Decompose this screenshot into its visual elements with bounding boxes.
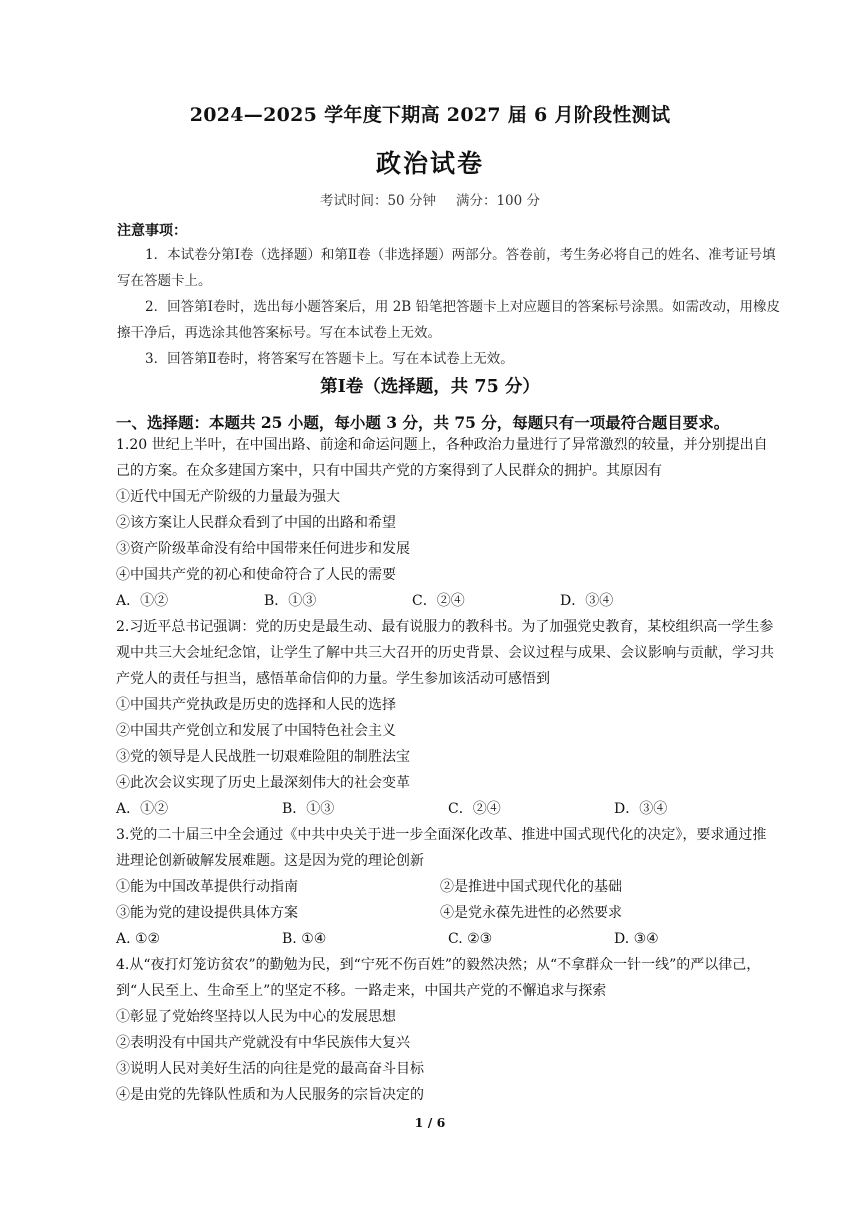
question-stem: 1.20 世纪上半叶，在中国出路、前途和命运问题上，各种政治力量进行了异常激烈的较量，并分别提出自己的方案。在众多建国方案中，只有中国共产党的方案得到了人民群众的拥护。其原因有 bbox=[116, 437, 768, 479]
question-2 bbox=[116, 614, 780, 822]
question-1 bbox=[116, 432, 780, 614]
option-b: B．①③ bbox=[264, 593, 317, 609]
statement: ④是党永葆先进性的必然要求 bbox=[440, 905, 622, 921]
notice-item: 1．本试卷分第Ⅰ卷（选择题）和第Ⅱ卷（非选择题）两部分。答卷前，考生务必将自己的姓名、准考证号填写在答题卡上。 bbox=[117, 247, 776, 289]
statement-row bbox=[116, 900, 780, 926]
option-d: D．③④ bbox=[560, 593, 614, 609]
statement: ①中国共产党执政是历史的选择和人民的选择 bbox=[116, 697, 396, 713]
question-list bbox=[116, 432, 780, 1108]
option-d: D. ③④ bbox=[614, 931, 659, 947]
notice-item: 2．回答第Ⅰ卷时，选出每小题答案后，用 2B 铅笔把答题卡上对应题目的答案标号涂黑。如需改动，用橡皮擦干净后，再选涂其他答案标号。写在本试卷上无效。 bbox=[117, 299, 781, 341]
option-a: A．①② bbox=[116, 801, 169, 817]
option-c: C．②④ bbox=[412, 593, 465, 609]
answer-options bbox=[116, 588, 780, 614]
question-4 bbox=[116, 952, 780, 1108]
question-stem: 4.从“夜打灯笼访贫农”的勤勉为民，到“宁死不伤百姓”的毅然决然；从“不拿群众一针一线”的严以律己，到“人民至上、生命至上”的坚定不移。一路走来，中国共产党的不懈追求与探索 bbox=[116, 957, 761, 999]
statement: ③说明人民对美好生活的向往是党的最高奋斗目标 bbox=[116, 1061, 424, 1077]
statement: ③资产阶级革命没有给中国带来任何进步和发展 bbox=[116, 541, 410, 557]
notice-list bbox=[117, 242, 782, 372]
exam-time: 考试时间：50 分钟 bbox=[319, 193, 436, 209]
option-c: C. ②③ bbox=[448, 931, 493, 947]
option-d: D．③④ bbox=[614, 801, 668, 817]
option-c: C．②④ bbox=[448, 801, 501, 817]
question-3 bbox=[116, 822, 780, 952]
page-number: 1 / 6 bbox=[414, 1115, 446, 1130]
statement: ②表明没有中国共产党就没有中华民族伟大复兴 bbox=[116, 1035, 410, 1051]
statement: ②是推进中国式现代化的基础 bbox=[440, 879, 622, 895]
question-stem: 3.党的二十届三中全会通过《中共中央关于进一步全面深化改革、推进中国式现代化的决定》，要求通过推进理论创新破解发展难题。这是因为党的理论创新 bbox=[116, 827, 767, 869]
question-stem: 2.习近平总书记强调：党的历史是最生动、最有说服力的教科书。为了加强党史教育，某校组织高一学生参观中共三大会址纪念馆，让学生了解中共三大召开的历史背景、会议过程与成果、会议影响与贡献，学习共产党人的责任与担当，感悟革命信仰的力量。学生参加该活动可感悟到 bbox=[116, 619, 774, 687]
exam-info bbox=[0, 189, 860, 209]
section-title: 一、选择题：本题共 25 小题，每小题 3 分，共 75 分，每题只有一项最符合题目要求。 bbox=[116, 413, 730, 432]
option-b: B．①③ bbox=[282, 801, 335, 817]
full-score: 满分：100 分 bbox=[455, 193, 541, 209]
option-a: A. ①② bbox=[116, 931, 161, 947]
statement: ④此次会议实现了历史上最深刻伟大的社会变革 bbox=[116, 775, 410, 791]
statement: ③能为党的建设提供具体方案 bbox=[116, 905, 298, 921]
option-a: A．①② bbox=[116, 593, 169, 609]
statement: ④中国共产党的初心和使命符合了人民的需要 bbox=[116, 567, 396, 583]
statement-row bbox=[116, 874, 780, 900]
subject-title: 政治试卷 bbox=[375, 149, 484, 178]
statement: ①近代中国无产阶级的力量最为强大 bbox=[116, 489, 340, 505]
answer-options bbox=[116, 796, 780, 822]
part-title: 第Ⅰ卷（选择题，共 75 分） bbox=[320, 377, 540, 397]
notice-item: 3．回答第Ⅱ卷时，将答案写在答题卡上。写在本试卷上无效。 bbox=[145, 351, 514, 367]
statement: ②该方案让人民群众看到了中国的出路和希望 bbox=[116, 515, 396, 531]
statement: ④是由党的先锋队性质和为人民服务的宗旨决定的 bbox=[116, 1087, 424, 1103]
option-b: B. ①④ bbox=[282, 931, 327, 947]
statement: ①能为中国改革提供行动指南 bbox=[116, 879, 298, 895]
statement: ③党的领导是人民战胜一切艰难险阻的制胜法宝 bbox=[116, 749, 410, 765]
exam-title: 2024—2025 学年度下期高 2027 届 6 月阶段性测试 bbox=[189, 104, 671, 126]
notice-heading: 注意事项： bbox=[117, 223, 187, 239]
answer-options bbox=[116, 926, 780, 952]
statement: ①彰显了党始终坚持以人民为中心的发展思想 bbox=[116, 1009, 396, 1025]
statement: ②中国共产党创立和发展了中国特色社会主义 bbox=[116, 723, 396, 739]
